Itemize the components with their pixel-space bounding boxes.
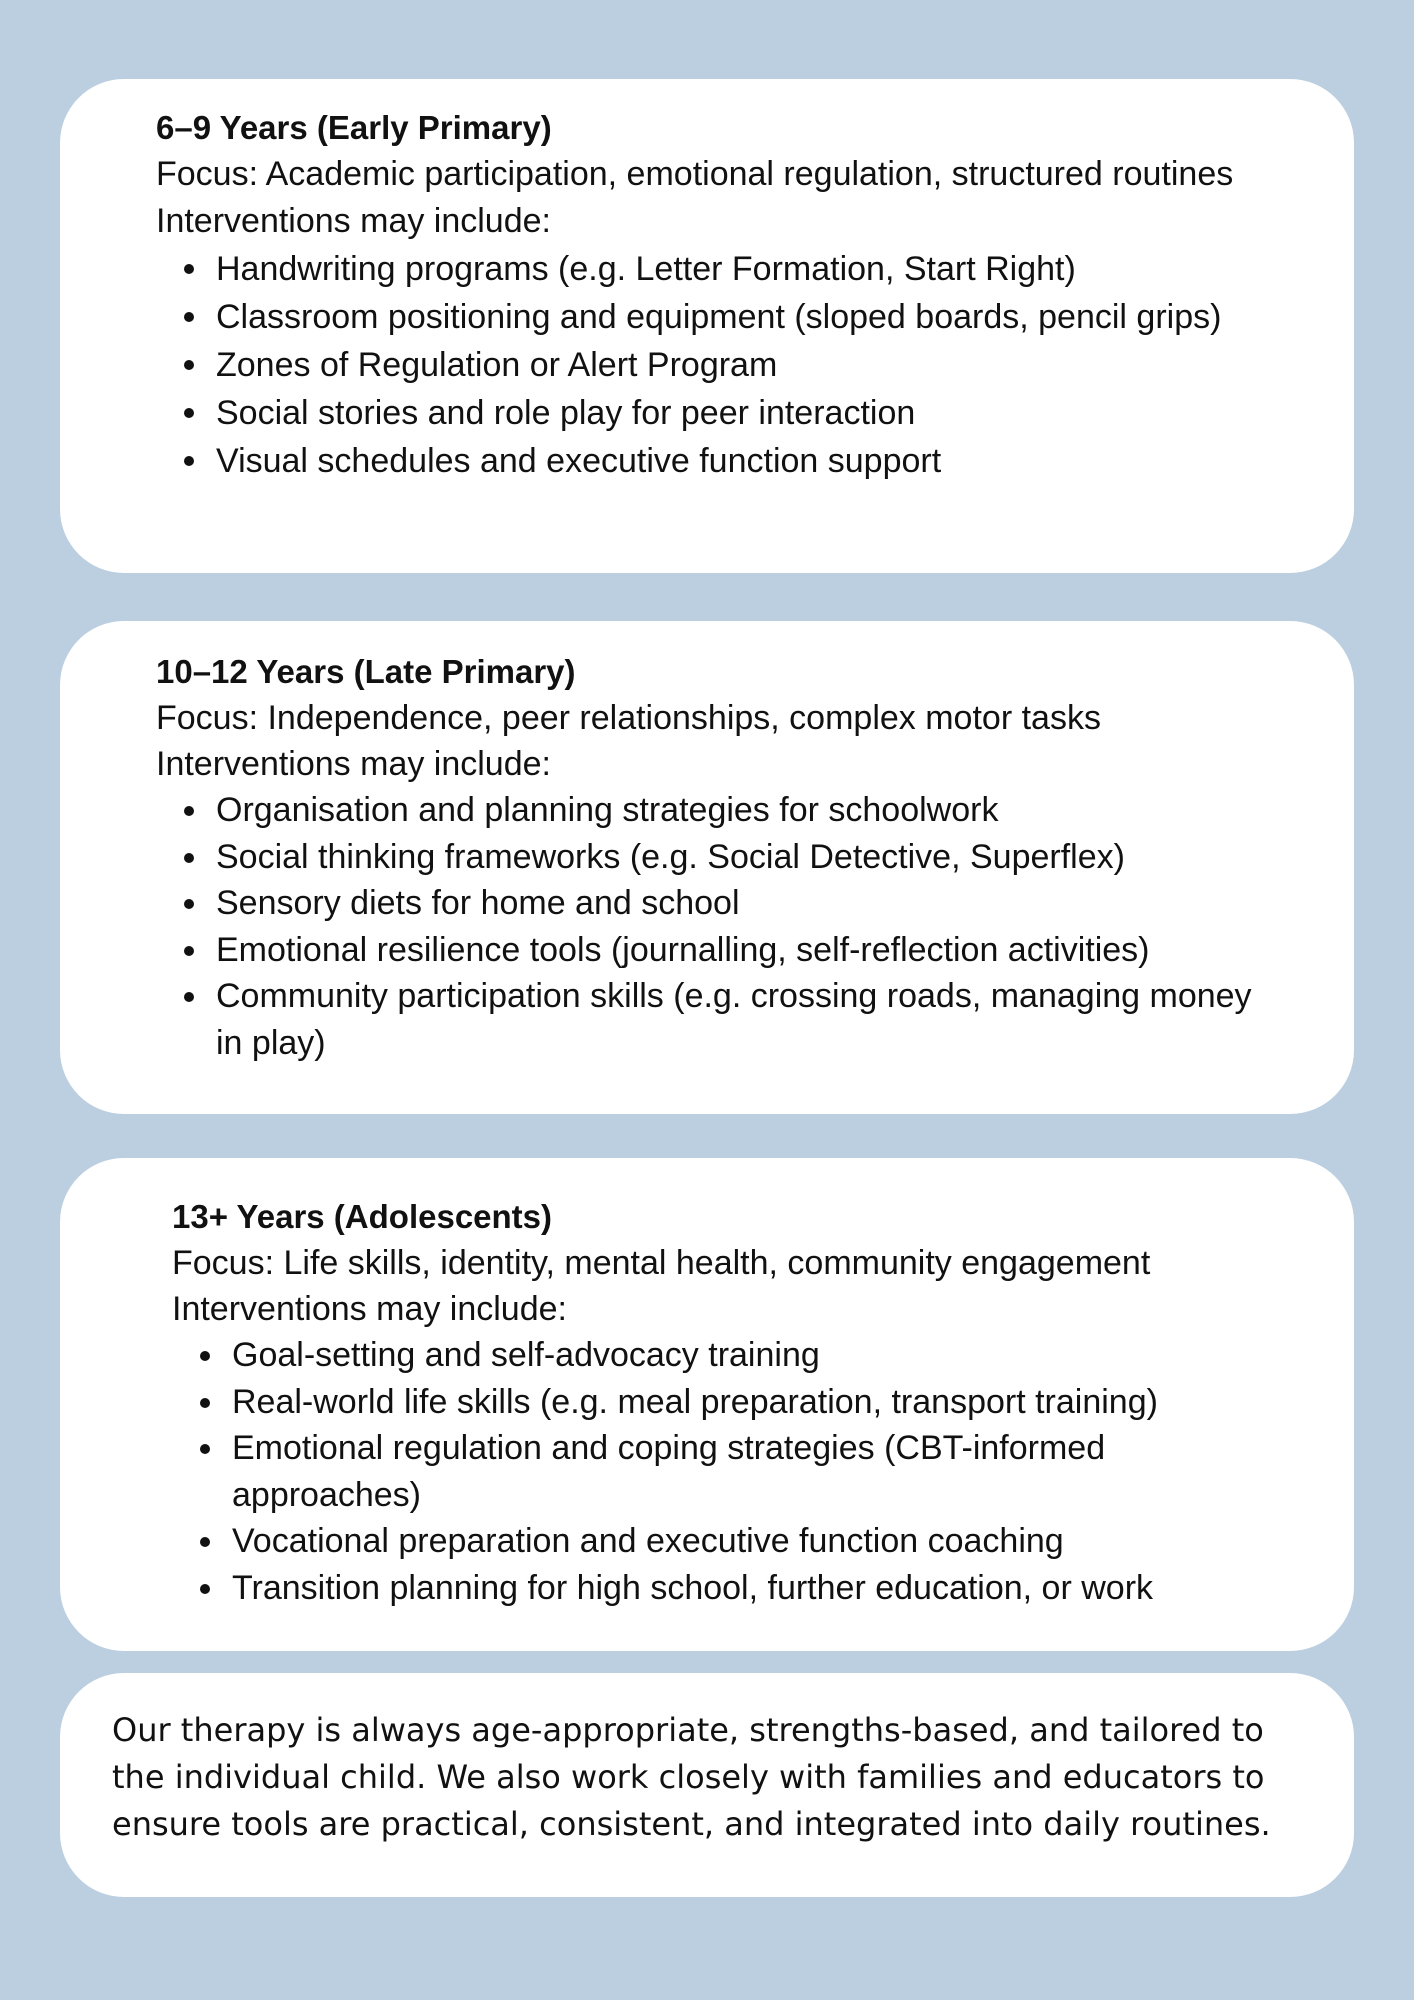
list-item (216, 293, 1354, 341)
list-item-text: Social stories and role play for peer interaction (216, 394, 916, 432)
list-item (216, 341, 1354, 389)
list-item-text: Goal-setting and self-advocacy training (232, 1336, 820, 1374)
list-item (232, 1332, 1354, 1379)
bullet-icon (200, 1351, 210, 1361)
bullet-icon (184, 312, 194, 322)
section-focus: Focus: Independence, peer relationships, complex motor tasks (156, 699, 1101, 737)
section-focus: Focus: Life skills, identity, mental health, community engagement (172, 1244, 1151, 1282)
intervention-list (156, 787, 1354, 1066)
list-item-text: Emotional regulation and coping strategies (CBT-informed approaches) (232, 1429, 1106, 1514)
section-focus: Focus: Academic participation, emotional regulation, structured routines (156, 155, 1234, 193)
bullet-icon (184, 264, 194, 274)
list-item-text: Vocational preparation and executive function coaching (232, 1522, 1064, 1560)
list-item-text: Zones of Regulation or Alert Program (216, 346, 778, 384)
list-item-text: Handwriting programs (e.g. Letter Formation, Start Right) (216, 250, 1076, 288)
bullet-icon (184, 853, 194, 863)
section-intro: Interventions may include: (172, 1290, 567, 1328)
list-item (232, 1565, 1354, 1612)
list-item-text: Community participation skills (e.g. crossing roads, managing money in play) (216, 977, 1252, 1062)
bullet-icon (184, 899, 194, 909)
list-item (232, 1379, 1354, 1426)
list-item (216, 880, 1354, 927)
bullet-icon (184, 408, 194, 418)
section-title: 10–12 Years (Late Primary) (156, 653, 576, 690)
section-intro: Interventions may include: (156, 745, 551, 783)
bullet-icon (200, 1398, 210, 1408)
intervention-list (156, 245, 1354, 485)
list-item-text: Visual schedules and executive function support (216, 442, 942, 480)
list-item (216, 927, 1354, 974)
section-title: 6–9 Years (Early Primary) (156, 109, 552, 146)
list-item (232, 1425, 1272, 1518)
section-card-adolescents (60, 1158, 1354, 1651)
list-item-text: Real-world life skills (e.g. meal preparation, transport training) (232, 1382, 1158, 1421)
intervention-list (172, 1332, 1354, 1611)
section-card-late-primary (60, 621, 1354, 1114)
list-item (232, 1518, 1354, 1565)
bullet-icon (200, 1537, 210, 1547)
list-item (216, 245, 1354, 293)
list-item-text: Sensory diets for home and school (216, 884, 740, 922)
bullet-icon (184, 456, 194, 466)
section-card-early-primary (60, 79, 1354, 573)
list-item (216, 437, 1354, 485)
bullet-icon (200, 1444, 210, 1454)
bullet-icon (200, 1584, 210, 1594)
summary-card (60, 1673, 1354, 1897)
list-item-text: Transition planning for high school, further education, or work (232, 1568, 1154, 1607)
bullet-icon (184, 946, 194, 956)
section-title: 13+ Years (Adolescents) (172, 1198, 553, 1235)
list-item (216, 973, 1266, 1066)
list-item-text: Classroom positioning and equipment (sloped boards, pencil grips) (216, 298, 1222, 336)
bullet-icon (184, 360, 194, 370)
list-item (216, 787, 1354, 834)
list-item-text: Organisation and planning strategies for schoolwork (216, 791, 999, 829)
list-item (216, 389, 1354, 437)
list-item-text: Social thinking frameworks (e.g. Social Detective, Superflex) (216, 837, 1125, 876)
section-intro: Interventions may include: (156, 202, 551, 240)
list-item-text: Emotional resilience tools (journalling, self-reflection activities) (216, 930, 1150, 969)
list-item (216, 834, 1354, 881)
bullet-icon (184, 806, 194, 816)
summary-text: Our therapy is always age-appropriate, strengths-based, and tailored to the individual child. We also work closely with families and educators to ensure tools are practical, consistent, and integrated into daily routines. (112, 1711, 1271, 1843)
bullet-icon (184, 992, 194, 1002)
